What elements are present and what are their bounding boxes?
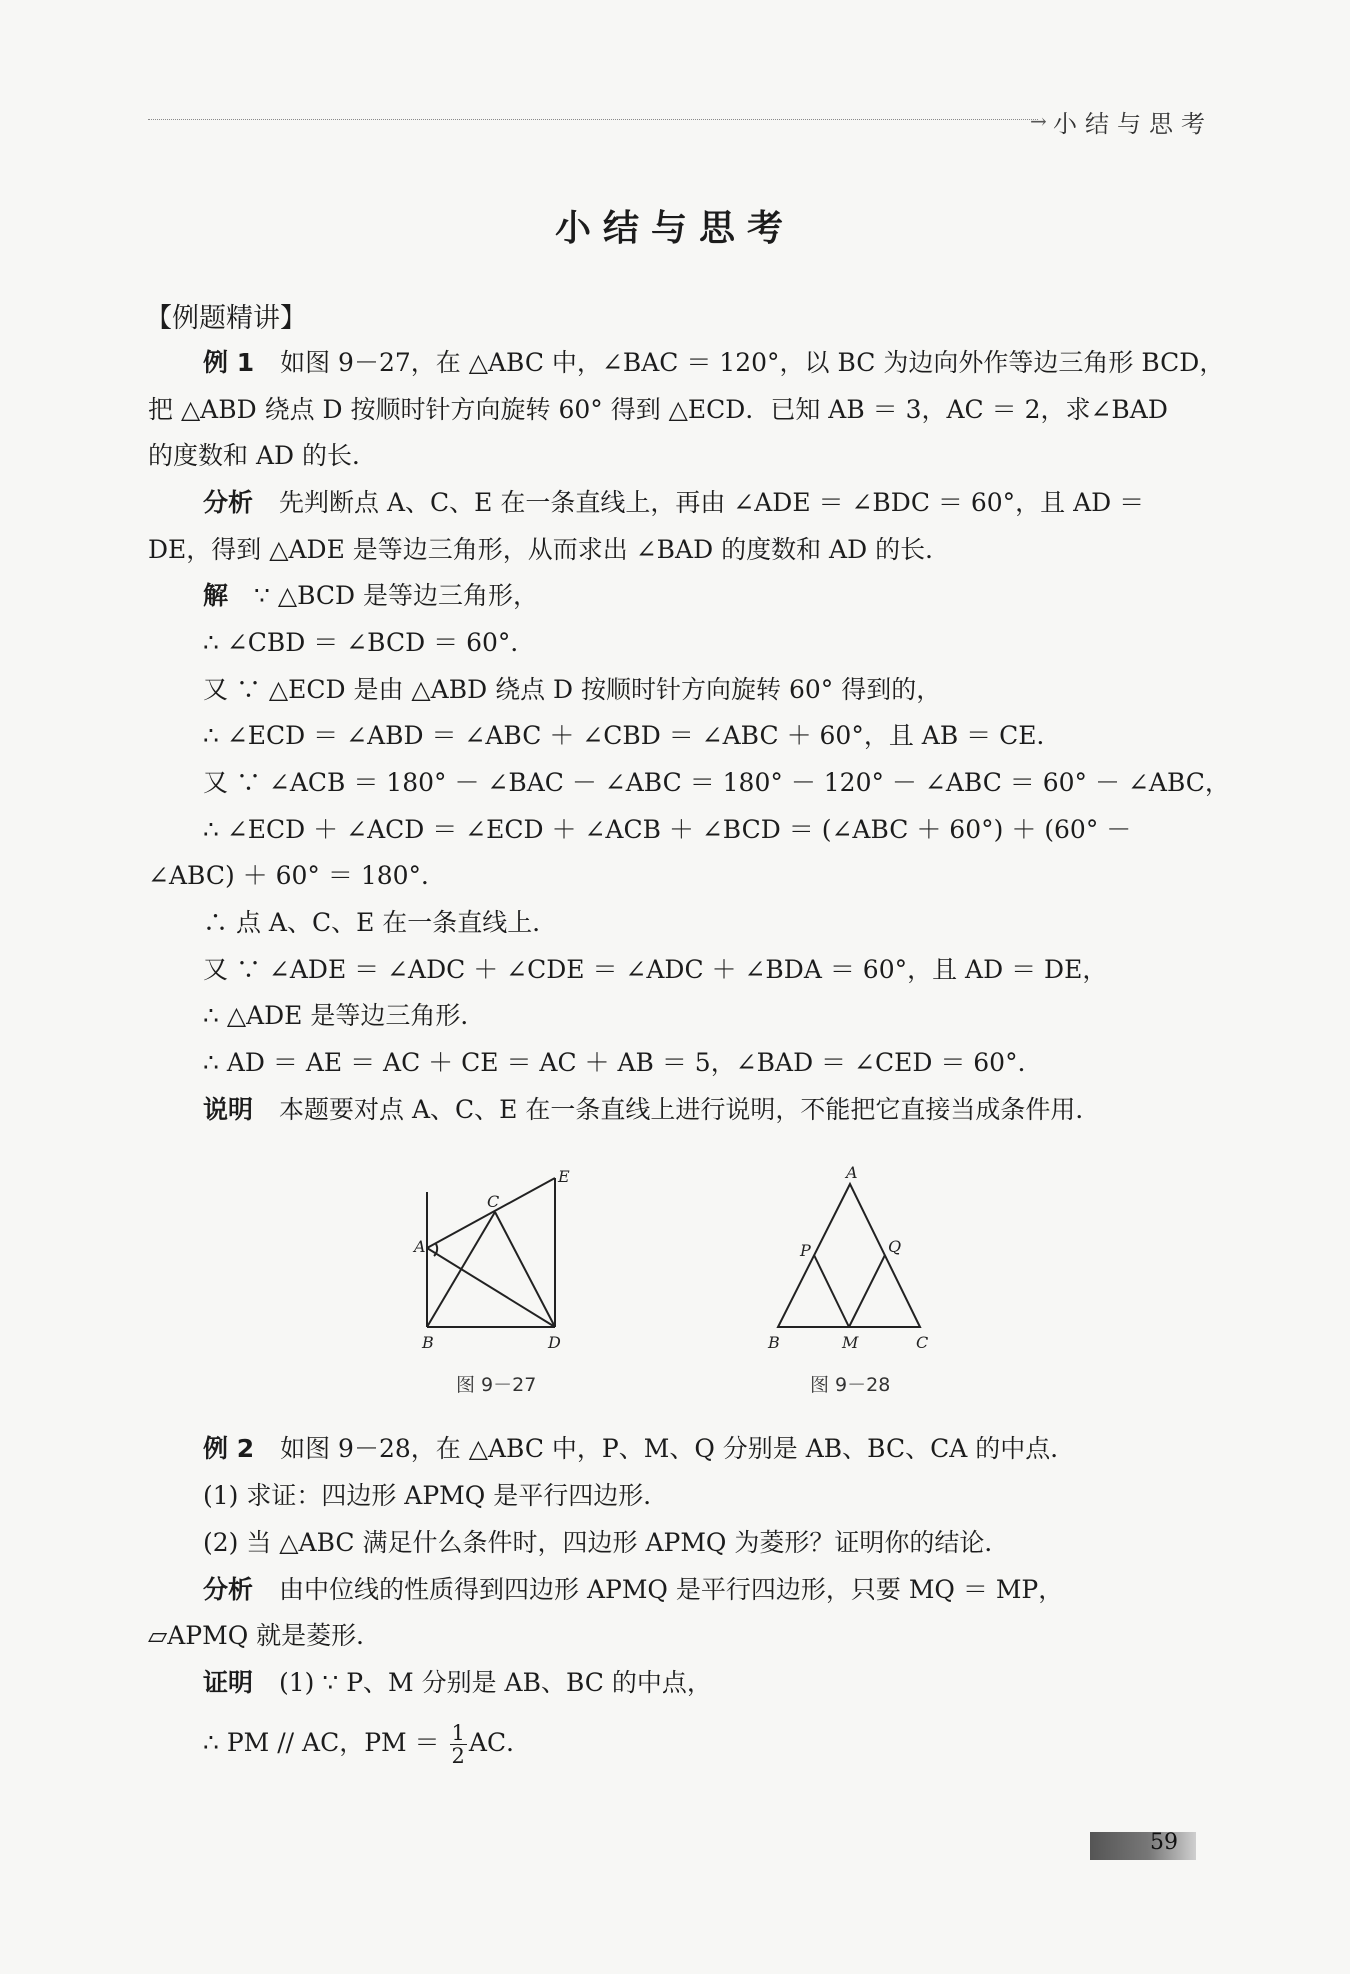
fig1-segment-CD (495, 1212, 555, 1327)
solution-line-8: ∴ 点 A、C、E 在一条直线上． (203, 908, 558, 937)
example2-question-2: (2) 当 △ABC 满足什么条件时，四边形 APMQ 为菱形？证明你的结论． (203, 1528, 1010, 1557)
solution-line-11: ∴ AD ＝ AE ＝ AC ＋ CE ＝ AC ＋ AB ＝ 5，∠BAD ＝ ∠CED ＝ 60°． (203, 1048, 1043, 1077)
fig1-label-C: C (487, 1192, 500, 1211)
page-title: 小结与思考 (554, 208, 795, 249)
page-number: 59 (1150, 1830, 1178, 1855)
header-rule (148, 119, 1038, 120)
solution-line-3: 又 ∵ △ECD 是由 △ABD 绕点 D 按顺时针方向旋转 60° 得到的， (203, 675, 942, 704)
example2-question-1: (1) 求证：四边形 APMQ 是平行四边形． (203, 1481, 669, 1510)
running-head: 小结与思考 (1053, 110, 1213, 138)
example2-analysis-1: 分析 由中位线的性质得到四边形 APMQ 是平行四边形，只要 MQ ＝ MP， (203, 1575, 1064, 1604)
example2-line-1: 例 2 如图 9－28，在 △ABC 中，P、M、Q 分别是 AB、BC、CA 的中点． (203, 1434, 1076, 1463)
solution-line-2: ∴ ∠CBD ＝ ∠BCD ＝ 60°． (203, 628, 536, 657)
proof-label: 证明 (203, 1668, 254, 1697)
page-number-tab (1090, 1832, 1196, 1860)
fig2-label-P: P (800, 1241, 811, 1260)
solution-line-5: 又 ∵ ∠ACB ＝ 180° － ∠BAC － ∠ABC ＝ 180° － 120° － ∠ABC ＝ 60° － ∠ABC， (203, 768, 1230, 797)
solution-line-1: 解 ∵ △BCD 是等边三角形， (203, 581, 539, 610)
proof-line-1: 证明 (1) ∵ P、M 分别是 AB、BC 的中点， (203, 1668, 712, 1697)
example1-line-1: 例 1 如图 9－27，在 △ABC 中，∠BAC ＝ 120°，以 BC 为边向外作等边三角形 BCD， (203, 348, 1225, 377)
section-label: 【例题精讲】 (145, 303, 307, 334)
example2-analysis-2: ▱APMQ 就是菱形． (148, 1621, 382, 1650)
figure-9-27 (400, 1160, 600, 1360)
fig2-label-C: C (916, 1333, 929, 1352)
proof-line-2: ∴ PM // AC，PM ＝ $\frac{1}{2}$ AC． (203, 1721, 532, 1768)
fraction-one-half: $\frac{1}{2}$ (451, 1721, 465, 1768)
example1-analysis-2: DE，得到 △ADE 是等边三角形，从而求出 ∠BAD 的度数和 AD 的长． (148, 535, 951, 564)
fig1-label-A: A (414, 1237, 426, 1256)
fig1-segment-AE (427, 1178, 555, 1248)
example1-line-2: 把 △ABD 绕点 D 按顺时针方向旋转 60° 得到 △ECD．已知 AB ＝ 3，AC ＝ 2，求∠BAD (148, 395, 1168, 424)
fig1-label-B: B (422, 1333, 434, 1352)
note-label: 说明 (203, 1095, 254, 1124)
fig1-label-D: D (548, 1333, 561, 1352)
fig2-segment-QM (849, 1255, 885, 1327)
note-line: 说明 本题要对点 A、C、E 在一条直线上进行说明，不能把它直接当成条件用． (203, 1095, 1101, 1124)
analysis-label: 分析 (203, 488, 254, 517)
solution-line-6: ∴ ∠ECD ＋ ∠ACD ＝ ∠ECD ＋ ∠ACB ＋ ∠BCD ＝ (∠ABC ＋ 60°) ＋ (60° － (203, 815, 1132, 844)
fig2-label-A: A (846, 1163, 858, 1182)
fig2-segment-PM (814, 1255, 849, 1327)
fig1-label-E: E (558, 1167, 570, 1186)
solution-line-4: ∴ ∠ECD ＝ ∠ABD ＝ ∠ABC ＋ ∠CBD ＝ ∠ABC ＋ 60°，且 AB ＝ CE． (203, 721, 1062, 750)
example2-analysis-label: 分析 (203, 1575, 254, 1604)
fig1-segment-AD (427, 1248, 555, 1327)
example1-line-3: 的度数和 AD 的长． (148, 441, 377, 470)
example1-label: 例 1 (203, 348, 255, 377)
solution-line-9: 又 ∵ ∠ADE ＝ ∠ADC ＋ ∠CDE ＝ ∠ADC ＋ ∠BDA ＝ 60°，且 AD ＝ DE， (203, 955, 1108, 984)
solution-label: 解 (203, 581, 229, 610)
solution-line-7: ∠ABC) ＋ 60° ＝ 180°． (148, 861, 447, 890)
fig1-angle-arc (434, 1244, 437, 1256)
example1-analysis-1: 分析 先判断点 A、C、E 在一条直线上，再由 ∠ADE ＝ ∠BDC ＝ 60°，且 AD ＝ (203, 488, 1145, 517)
header-arrow-icon: → (1030, 109, 1047, 133)
fig2-label-B: B (768, 1333, 780, 1352)
figure-9-28-caption: 图 9－28 (810, 1374, 891, 1396)
figure-9-28 (760, 1160, 940, 1360)
figure-9-27-caption: 图 9－27 (456, 1374, 537, 1396)
fig2-label-Q: Q (888, 1237, 902, 1256)
fig2-label-M: M (842, 1333, 859, 1352)
example2-label: 例 2 (203, 1434, 255, 1463)
solution-line-10: ∴ △ADE 是等边三角形． (203, 1001, 486, 1030)
